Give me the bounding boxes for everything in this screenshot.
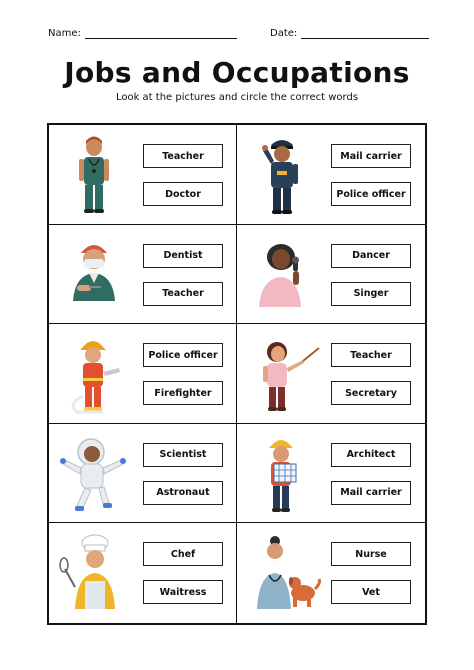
option-doctor[interactable]: Doctor — [143, 182, 223, 206]
option-singer[interactable]: Singer — [331, 282, 411, 306]
option-scientist[interactable]: Scientist — [143, 443, 223, 467]
option-chef[interactable]: Chef — [143, 542, 223, 566]
name-field — [48, 28, 237, 39]
architect-icon — [241, 430, 323, 518]
option-astronaut[interactable]: Astronaut — [143, 481, 223, 505]
option-teacher[interactable]: Teacher — [143, 144, 223, 168]
dentist-icon — [53, 231, 135, 319]
exercise-cell-teacher — [237, 324, 425, 424]
exercise-cell-doctor — [49, 125, 237, 225]
option-dancer[interactable]: Dancer — [331, 244, 411, 268]
vet-icon — [241, 529, 323, 617]
option-secretary[interactable]: Secretary — [331, 381, 411, 405]
date-label: Date: — [270, 28, 298, 39]
date-field — [270, 28, 429, 39]
exercise-cell-architect — [237, 424, 425, 524]
singer-icon — [241, 231, 323, 319]
exercise-cell-dentist — [49, 225, 237, 325]
firefighter-icon — [53, 330, 135, 418]
option-teacher[interactable]: Teacher — [143, 282, 223, 306]
exercise-cell-vet — [237, 523, 425, 623]
option-mail-carrier[interactable]: Mail carrier — [331, 481, 411, 505]
worksheet-instructions: Look at the pictures and circle the correct words — [115, 92, 359, 103]
worksheet-title: Jobs and Occupations — [64, 56, 410, 89]
option-teacher[interactable]: Teacher — [331, 343, 411, 367]
exercise-grid — [47, 123, 427, 625]
option-police-officer[interactable]: Police officer — [143, 343, 223, 367]
name-label: Name: — [48, 28, 81, 39]
name-blank-line[interactable] — [85, 28, 237, 39]
date-blank-line[interactable] — [301, 28, 429, 39]
chef-icon — [53, 529, 135, 617]
option-architect[interactable]: Architect — [331, 443, 411, 467]
option-dentist[interactable]: Dentist — [143, 244, 223, 268]
police-officer-icon — [241, 131, 323, 219]
option-vet[interactable]: Vet — [331, 580, 411, 604]
doctor-icon — [53, 131, 135, 219]
exercise-cell-police-officer — [237, 125, 425, 225]
astronaut-icon — [53, 430, 135, 518]
option-police-officer[interactable]: Police officer — [331, 182, 411, 206]
option-firefighter[interactable]: Firefighter — [143, 381, 223, 405]
exercise-cell-chef — [49, 523, 237, 623]
exercise-cell-astronaut — [49, 424, 237, 524]
option-waitress[interactable]: Waitress — [143, 580, 223, 604]
exercise-cell-firefighter — [49, 324, 237, 424]
teacher-icon — [241, 330, 323, 418]
exercise-cell-singer — [237, 225, 425, 325]
option-mail-carrier[interactable]: Mail carrier — [331, 144, 411, 168]
option-nurse[interactable]: Nurse — [331, 542, 411, 566]
